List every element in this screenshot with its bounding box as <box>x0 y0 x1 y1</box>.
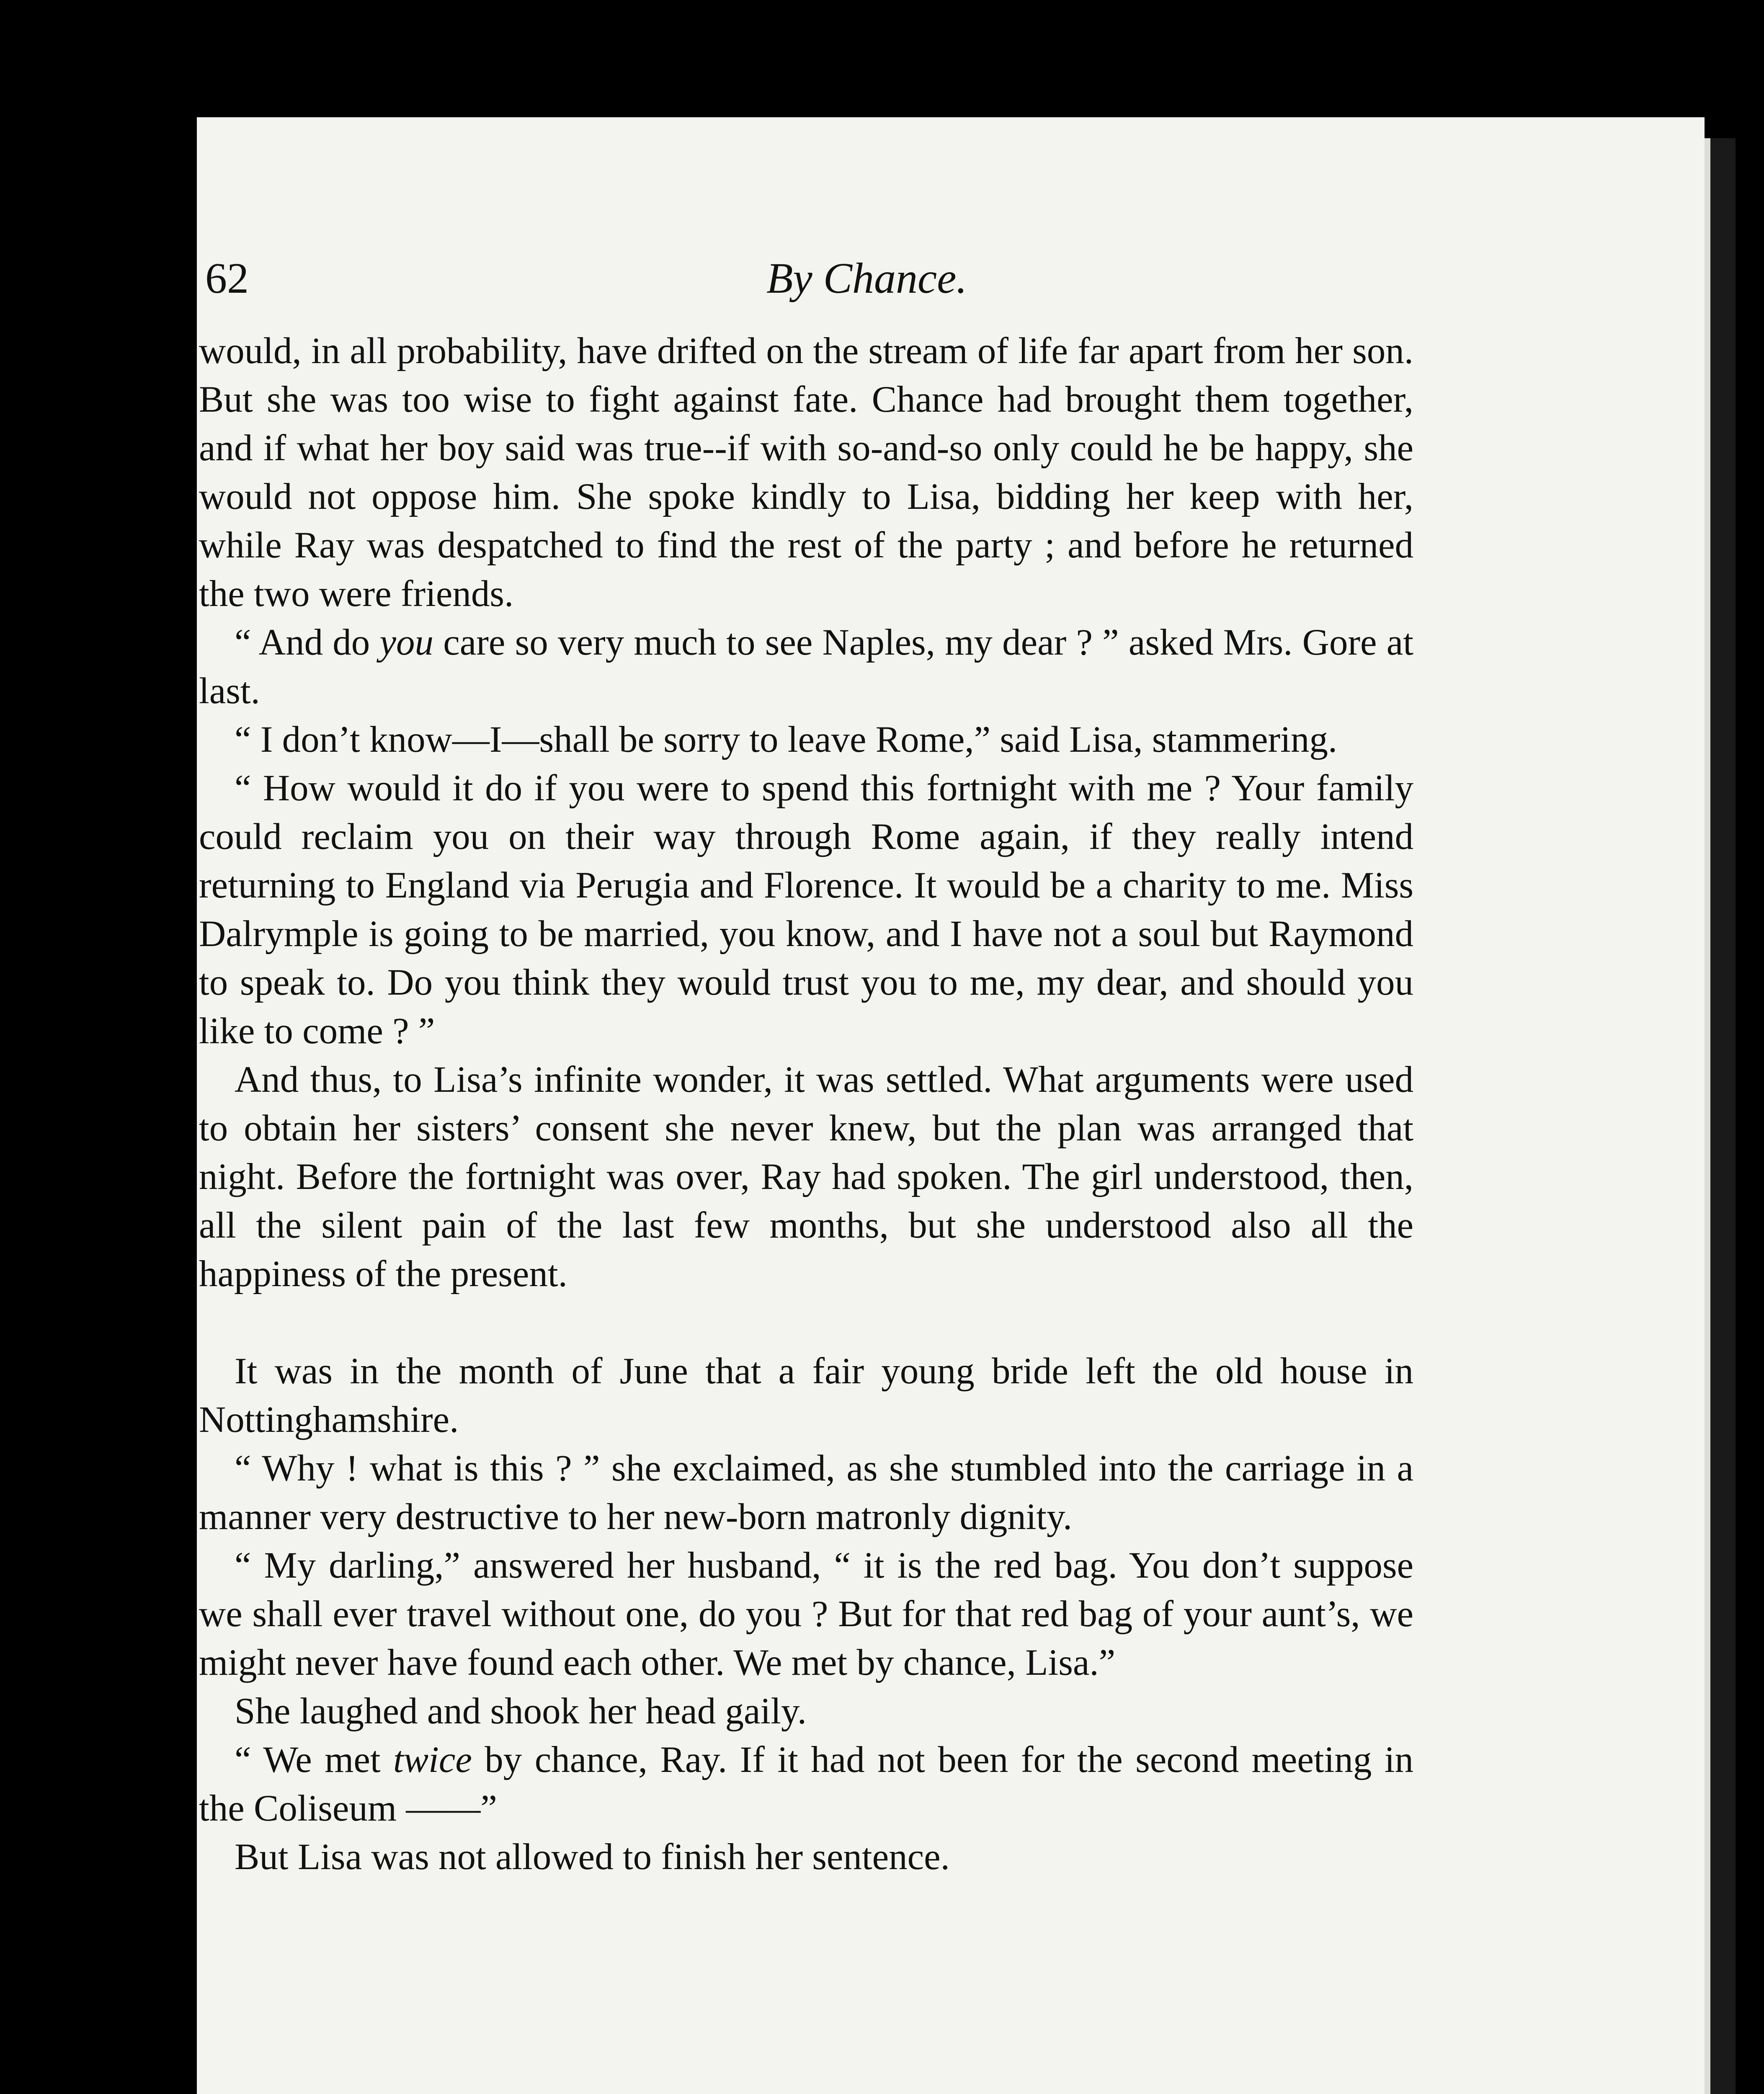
page-header <box>205 247 1143 310</box>
paragraph-2-text-start: “ And do <box>235 622 380 663</box>
body-text <box>199 327 1413 1881</box>
paragraph-10-emphasis: twice <box>393 1739 472 1780</box>
paragraph-10 <box>199 1736 1413 1833</box>
paragraph-2-emphasis: you <box>379 622 434 663</box>
paragraph-6: It was in the month of June that a fair young bride left the old house in Nottinghamshire. <box>199 1351 1413 1440</box>
paragraph-9: She laughed and shook her head gaily. <box>235 1691 807 1732</box>
paragraph-11: But Lisa was not allowed to finish her sentence. <box>235 1836 950 1877</box>
paragraph-2 <box>199 618 1413 715</box>
section-break <box>199 1298 1413 1347</box>
page-edge <box>1705 138 1736 2094</box>
paragraph-10-text-end: by chance, Ray. If it had not been for the second meeting in the Coliseum ——” <box>199 1739 1413 1829</box>
paragraph-2-text-end: care so very much to see Naples, my dear ? ” asked Mrs. Gore at last. <box>199 622 1413 712</box>
paragraph-5: And thus, to Lisa’s infinite wonder, it was settled. What arguments were used to obtain her sisters’ consent she never knew, but the plan was arranged that night. Before the fortnight was over, Ray had spoken. The girl understood, then, all the silent pain of the last few months, but she understood also all the happiness of the present. <box>199 1059 1413 1295</box>
page-number: 62 <box>205 254 249 302</box>
paragraph-7: “ Why ! what is this ? ” she exclaimed, as she stumbled into the carriage in a manner very destructive to her new-born matronly dignity. <box>199 1448 1413 1537</box>
paragraph-4: “ How would it do if you were to spend this fortnight with me ? Your family could reclaim you on their way through Rome again, if they really intend returning to England via Perugia and Florence. It would be a charity to me. Miss Dalrymple is going to be married, you know, and I have not a soul but Raymond to speak to. Do you think they would trust you to me, my dear, and should you like to come ? ” <box>199 768 1413 1052</box>
paragraph-1: would, in all probability, have drifted on the stream of life far apart from her son. But she was too wise to fight against fate. Chance had brought them together, and if what her boy said was true--if with so-and-so only could he be happy, she would not oppose him. She spoke kindly to Lisa, bidding her keep with her, while Ray was despatched to find the rest of the party ; and before he returned the two were friends. <box>199 330 1413 614</box>
running-title: By Chance. <box>766 254 967 302</box>
paragraph-10-text-start: “ We met <box>235 1739 394 1780</box>
paragraph-8: “ My darling,” answered her husband, “ it is the red bag. You don’t suppose we shall ever travel without one, do you ? But for that red bag of your aunt’s, we might never have found each other. We met by chance, Lisa.” <box>199 1545 1413 1683</box>
paragraph-3: “ I don’t know—I—shall be sorry to leave Rome,” said Lisa, stammering. <box>235 719 1338 760</box>
